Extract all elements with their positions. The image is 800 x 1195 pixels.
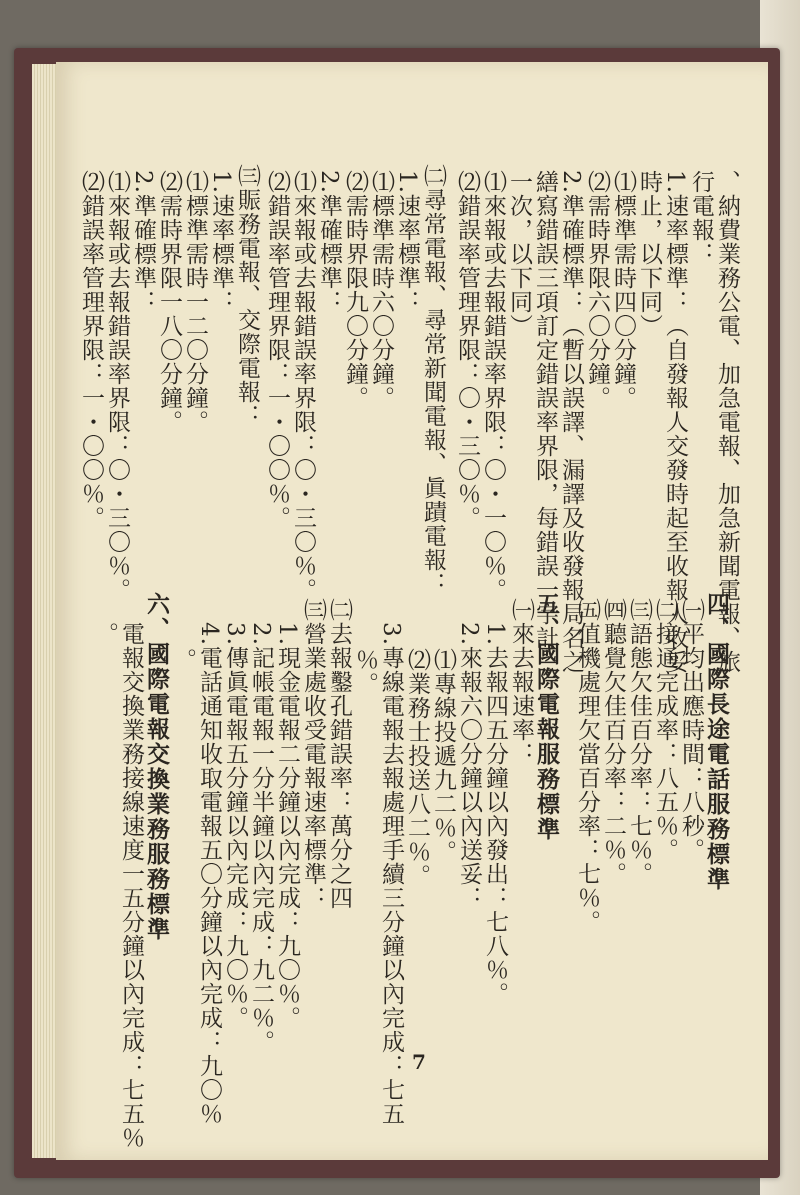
text-column: ⑵錯誤率管理界限：〇・三〇％。	[454, 170, 480, 530]
text-column: 2.準確標準：（暫以誤譯、漏譯及收發報局名之	[558, 170, 584, 674]
text-column: 2.準確標準：	[130, 170, 156, 314]
text-column: ㈢營業處收受電報速率標準：	[300, 598, 326, 910]
text-column: ㈡去報鑿孔錯誤率：萬分之四	[326, 598, 352, 910]
section-heading: 六、國際電報交換業務服務標準	[143, 592, 170, 942]
text-column: 3.傳眞電報五分鐘以內完成：九〇％。	[222, 622, 248, 1030]
text-column: ⑴標準需時一二〇分鐘。	[182, 170, 208, 434]
text-column: ㈡尋常電報、尋常新聞電報、眞蹟電報：	[420, 164, 446, 596]
section-heading: 四、國際長途電話服務標準	[703, 592, 730, 892]
text-column: 時止，以下同）	[636, 170, 662, 338]
text-column: 2.來報六〇分鐘以內送妥：	[456, 622, 482, 910]
text-column: ㈠平均出應時間：八秒。	[678, 598, 704, 862]
text-column: ⑵業務士投送八二％。	[404, 648, 430, 888]
text-column: ㈠來去報速率：	[508, 598, 534, 766]
text-column: 2.記帳電報一分半鐘以內完成：九二％。	[248, 622, 274, 1054]
text-column: 2.準確標準：	[316, 170, 342, 314]
document-page	[56, 62, 768, 1160]
text-column: 。	[92, 622, 118, 646]
text-column: ㈡接通完成率：八五％。	[652, 598, 678, 862]
text-column: ⑴來報或去報錯誤率界限：〇・一〇％。	[480, 170, 506, 602]
text-column: 3.專線電報去報處理手續三分鐘以內完成：七五	[378, 622, 404, 1126]
text-column: 、納費業務公電、加急電報、加急新聞電報、旅	[714, 170, 740, 674]
page-edges	[32, 64, 58, 1158]
text-column: ⑵錯誤率管理界限：一・〇〇％。	[78, 170, 104, 530]
text-column: ％。	[352, 648, 378, 696]
text-column: ⑵需時界限六〇分鐘。	[584, 170, 610, 410]
text-column: ㈢賑務電報、交際電報：	[234, 164, 260, 428]
text-column: 一次，以下同）	[506, 170, 532, 338]
text-column: ⑴標準需時六〇分鐘。	[368, 170, 394, 410]
text-column: 1.速率標準：（自發報人交發時起至收報人收妥	[662, 170, 688, 674]
text-column: ⑴標準需時四〇分鐘。	[610, 170, 636, 410]
text-column: 1.去報四五分鐘以內發出：七八％。	[482, 622, 508, 1006]
text-column: 繕寫錯誤三項訂定錯誤率界限，每錯誤一字計	[532, 170, 558, 650]
text-column: 電報交換業務接線速度一五分鐘以內完成：七五％	[118, 622, 144, 1150]
page-number: 7	[412, 1050, 426, 1074]
section-heading: 五、國際電報服務標準	[533, 592, 560, 842]
text-column: 1.現金電報二分鐘以內完成：九〇％。	[274, 622, 300, 1030]
text-column: 行電報：	[688, 170, 714, 266]
text-column: ㈣聽覺欠佳百分率：二％。	[600, 598, 626, 886]
text-column: ⑴來報或去報錯誤率界限：〇・三〇％。	[104, 170, 130, 602]
text-column: 1.速率標準：	[394, 170, 420, 314]
text-column: 1.速率標準：	[208, 170, 234, 314]
text-column: ㈤值機處理欠當百分率：七％。	[574, 598, 600, 934]
text-column: ⑵錯誤率管理界限：一・〇〇％。	[264, 170, 290, 530]
text-column: ⑵需時界限一八〇分鐘。	[156, 170, 182, 434]
text-column: 4.電話通知收取電報五〇分鐘以內完成：九〇％	[196, 622, 222, 1126]
text-column: ⑵需時界限九〇分鐘。	[342, 170, 368, 410]
text-column: ⑴來報或去報錯誤率界限：〇・三〇％。	[290, 170, 316, 602]
text-column: ⑴專線投遞九二％。	[430, 648, 456, 864]
text-column: ㈢語態欠佳百分率：七％。	[626, 598, 652, 886]
text-column: 。	[170, 648, 196, 672]
